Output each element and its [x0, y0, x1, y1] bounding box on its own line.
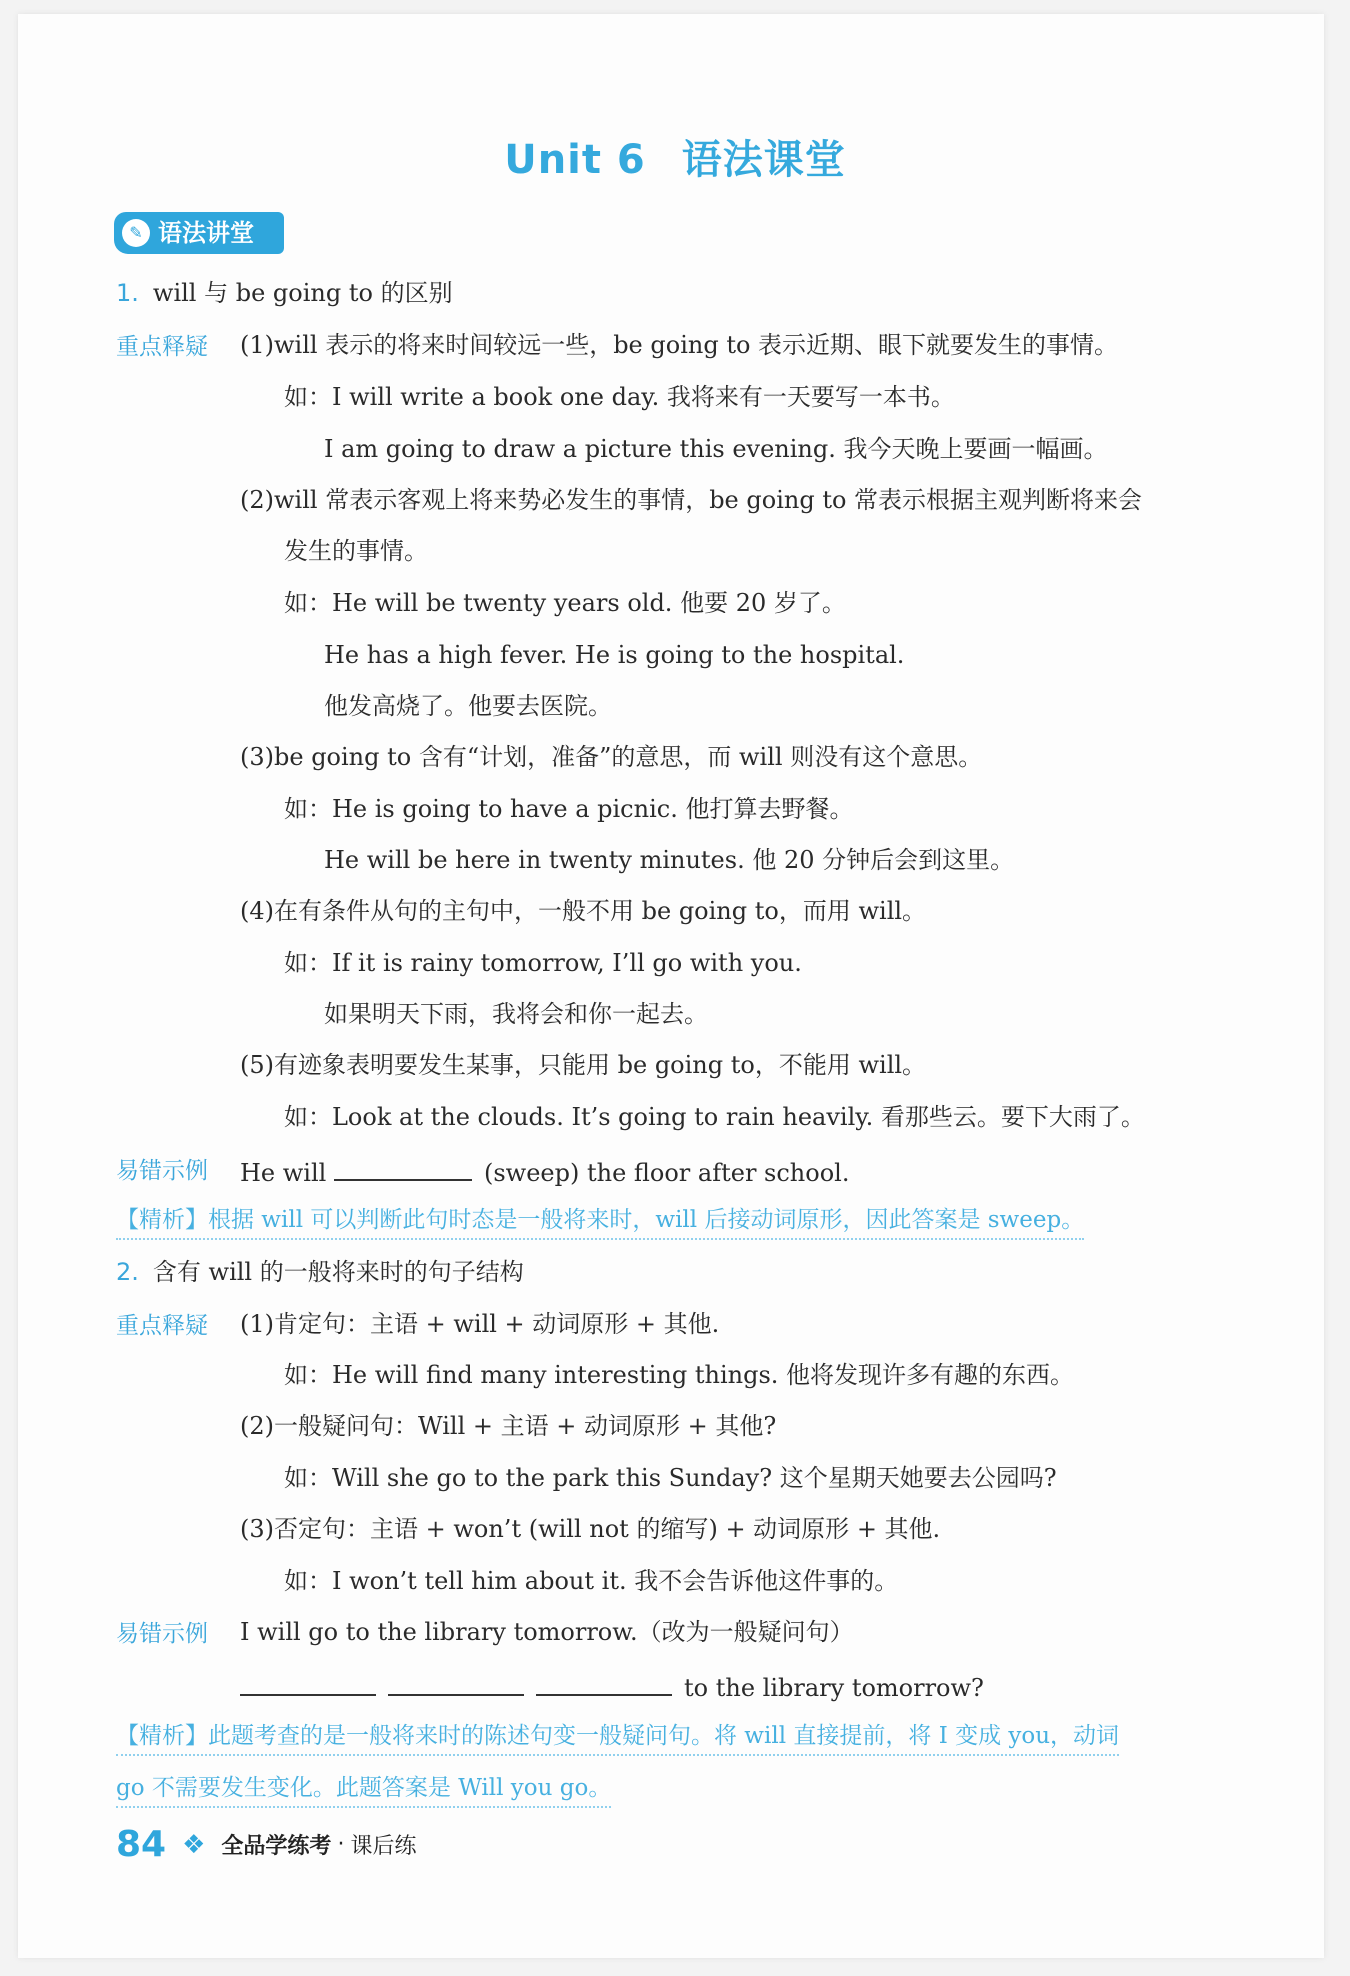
s1-line-12: (4)在有条件从句的主句中，一般不用 be going to，而用 will。: [240, 897, 927, 925]
separator-dot: ·: [337, 1832, 345, 1857]
section2-answer-line: [240, 1668, 984, 1704]
section2-number: 2.: [116, 1258, 139, 1286]
section2-key-label: 重点释疑: [116, 1313, 208, 1339]
answer-blank-2[interactable]: [388, 1668, 524, 1696]
answer-tail: to the library tomorrow?: [684, 1674, 984, 1702]
s1-line-14: 如果明天下雨，我将会和你一起去。: [324, 1000, 708, 1028]
s1-line-10: 如：He is going to have a picnic. 他打算去野餐。: [284, 795, 854, 823]
error-after: (sweep) the floor after school.: [483, 1159, 850, 1187]
answer-blank-1[interactable]: [240, 1668, 376, 1696]
answer-blank[interactable]: [334, 1153, 472, 1181]
brand-sub: 课后练: [350, 1834, 417, 1859]
s2-line-3: (2)一般疑问句：Will + 主语 + 动词原形 + 其他?: [240, 1412, 777, 1440]
section1-heading: [116, 277, 453, 309]
section2-analysis-line1: 【精析】此题考查的是一般将来时的陈述句变一般疑问句。将 will 直接提前，将 I 变成 you，动词: [116, 1720, 1119, 1756]
section2-error-label: 易错示例: [116, 1621, 208, 1647]
s1-line-15: (5)有迹象表明要发生某事，只能用 be going to，不能用 will。: [240, 1051, 927, 1079]
section1-error-label: 易错示例: [116, 1158, 208, 1184]
s1-line-3: I am going to draw a picture this evening. 我今天晚上要画一幅画。: [324, 435, 1108, 463]
s1-line-4: (2)will 常表示客观上将来势必发生的事情，be going to 常表示根据主观判断将来会: [240, 486, 1143, 514]
s1-line-2: 如：I will write a book one day. 我将来有一天要写一本书。: [284, 383, 955, 411]
section1-heading-text: will 与 be going to 的区别: [152, 279, 453, 307]
s1-line-9: (3)be going to 含有“计划，准备”的意思，而 will 则没有这个意思。: [240, 743, 983, 771]
section2-heading-text: 含有 will 的一般将来时的句子结构: [152, 1258, 524, 1286]
s1-line-6: 如：He will be twenty years old. 他要 20 岁了。: [284, 589, 846, 617]
section1-key-label: 重点释疑: [116, 334, 208, 360]
title-name: 语法课堂: [681, 137, 846, 183]
s1-line-11: He will be here in twenty minutes. 他 20 分钟后会到这里。: [324, 846, 1015, 874]
s2-line-4: 如：Will she go to the park this Sunday? 这个星期天她要去公园吗?: [284, 1464, 1057, 1492]
s1-line-16: 如：Look at the clouds. It’s going to rain heavily. 看那些云。要下大雨了。: [284, 1103, 1145, 1131]
brand-name: 全品学练考: [221, 1834, 332, 1859]
s1-line-13: 如：If it is rainy tomorrow, I’ll go with you.: [284, 949, 802, 977]
section1-error-example: [240, 1153, 849, 1189]
diamond-icon: ❖: [182, 1829, 206, 1860]
section1-analysis: 【精析】根据 will 可以判断此句时态是一般将来时，will 后接动词原形，因此答案是 sweep。: [116, 1204, 1084, 1240]
page-number: 84: [116, 1824, 167, 1865]
error-before: He will: [240, 1159, 327, 1187]
s2-line-5: (3)否定句：主语 + won’t (will not 的缩写) + 动词原形 + 其他.: [240, 1515, 941, 1543]
s1-line-5: 发生的事情。: [284, 537, 428, 565]
s2-line-2: 如：He will find many interesting things. 他将发现许多有趣的东西。: [284, 1361, 1075, 1389]
section2-analysis-line2: go 不需要发生变化。此题答案是 Will you go。: [116, 1772, 611, 1808]
s1-line-8: 他发高烧了。他要去医院。: [324, 692, 612, 720]
s2-line-6: 如：I won’t tell him about it. 我不会告诉他这件事的。: [284, 1567, 899, 1595]
s1-line-1: (1)will 表示的将来时间较远一些，be going to 表示近期、眼下就要发生的事情。: [240, 331, 1119, 359]
unit-label: Unit 6: [504, 137, 646, 183]
section2-error-question: I will go to the library tomorrow.（改为一般疑问句）: [240, 1618, 854, 1646]
page-footer: [116, 1824, 416, 1874]
s1-line-7: He has a high fever. He is going to the hospital.: [324, 641, 905, 669]
s2-line-1: (1)肯定句：主语 + will + 动词原形 + 其他.: [240, 1310, 720, 1338]
page-title: [0, 128, 1350, 185]
section2-heading: [116, 1256, 524, 1288]
answer-blank-3[interactable]: [536, 1668, 672, 1696]
badge-label: 语法讲堂: [158, 219, 254, 247]
section-badge: [114, 212, 284, 254]
section1-number: 1.: [116, 279, 139, 307]
lightbulb-icon: ✎: [122, 219, 150, 247]
